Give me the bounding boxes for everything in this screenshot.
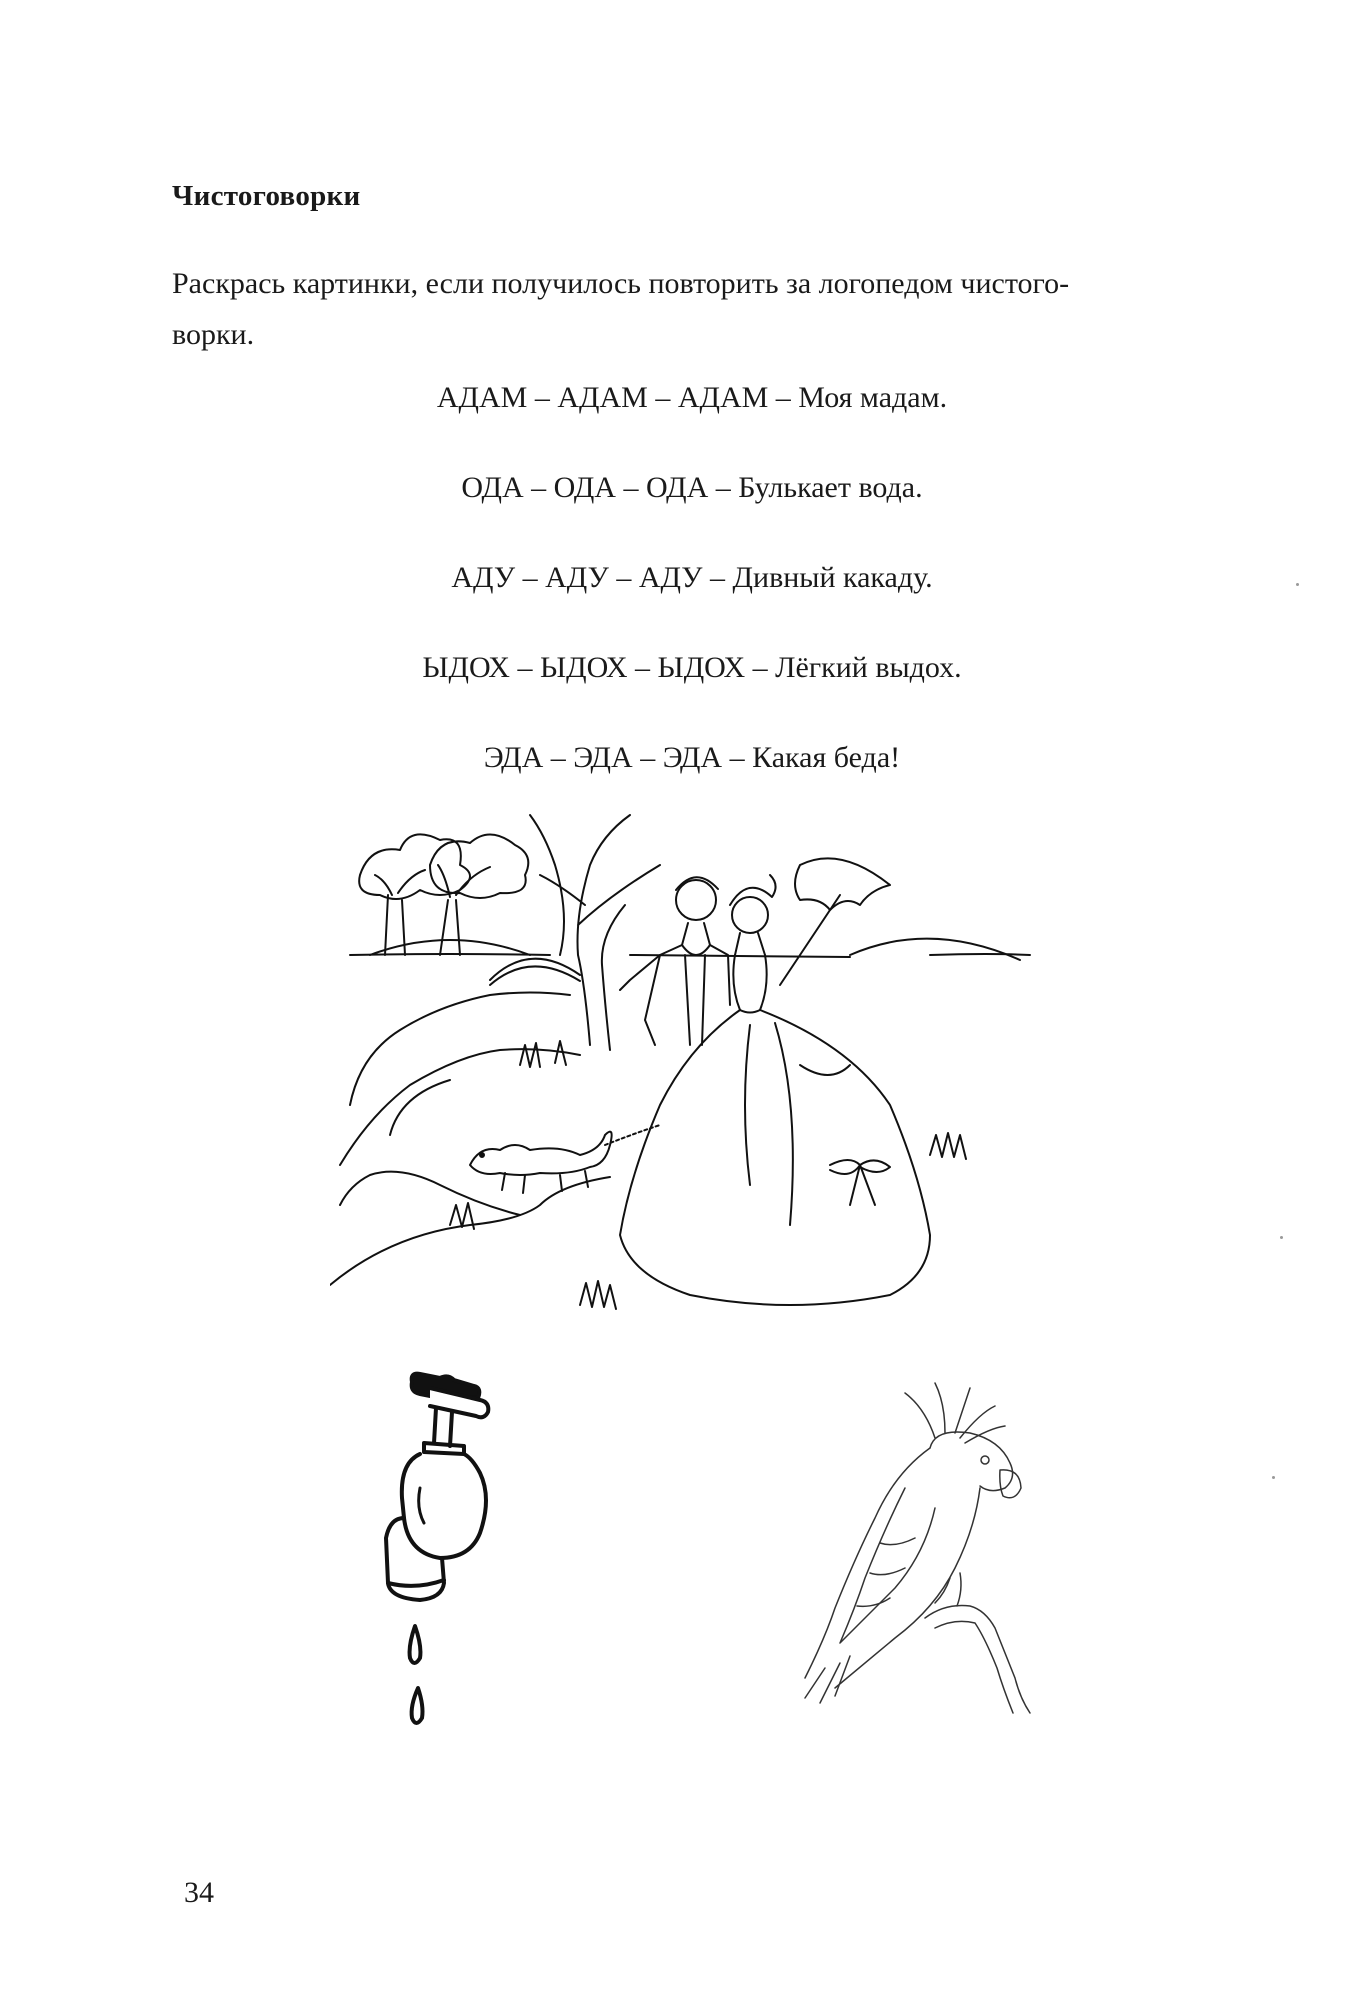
- instruction-text: [172, 258, 1212, 360]
- instruction-line-1: Раскрась картинки, если получилось повторить за логопедом чистого-: [172, 267, 1070, 300]
- scan-speck: [1296, 583, 1299, 586]
- instruction-line-2: ворки.: [172, 318, 255, 351]
- phrase-adam: АДАМ – АДАМ – АДАМ – Моя мадам.: [436, 381, 948, 414]
- phrase-ydokh: ЫДОХ – ЫДОХ – ЫДОХ – Лёгкий выдох.: [422, 651, 962, 684]
- phrase-oda: ОДА – ОДА – ОДА – Булькает вода.: [461, 471, 923, 504]
- cockatoo-illustration: [785, 1378, 1095, 1718]
- park-couple-illustration: [330, 805, 1050, 1325]
- page-number: 34: [184, 1876, 214, 1909]
- scan-speck: [1280, 1236, 1283, 1239]
- phrase-eda: ЭДА – ЭДА – ЭДА – Какая беда!: [483, 741, 901, 774]
- dripping-faucet-illustration: [380, 1368, 550, 1733]
- scan-speck: [1272, 1476, 1275, 1479]
- phrase-adu: АДУ – АДУ – АДУ – Дивный какаду.: [451, 561, 933, 594]
- tongue-twister-list: [172, 378, 1212, 828]
- page-heading: Чистоговорки: [172, 180, 361, 212]
